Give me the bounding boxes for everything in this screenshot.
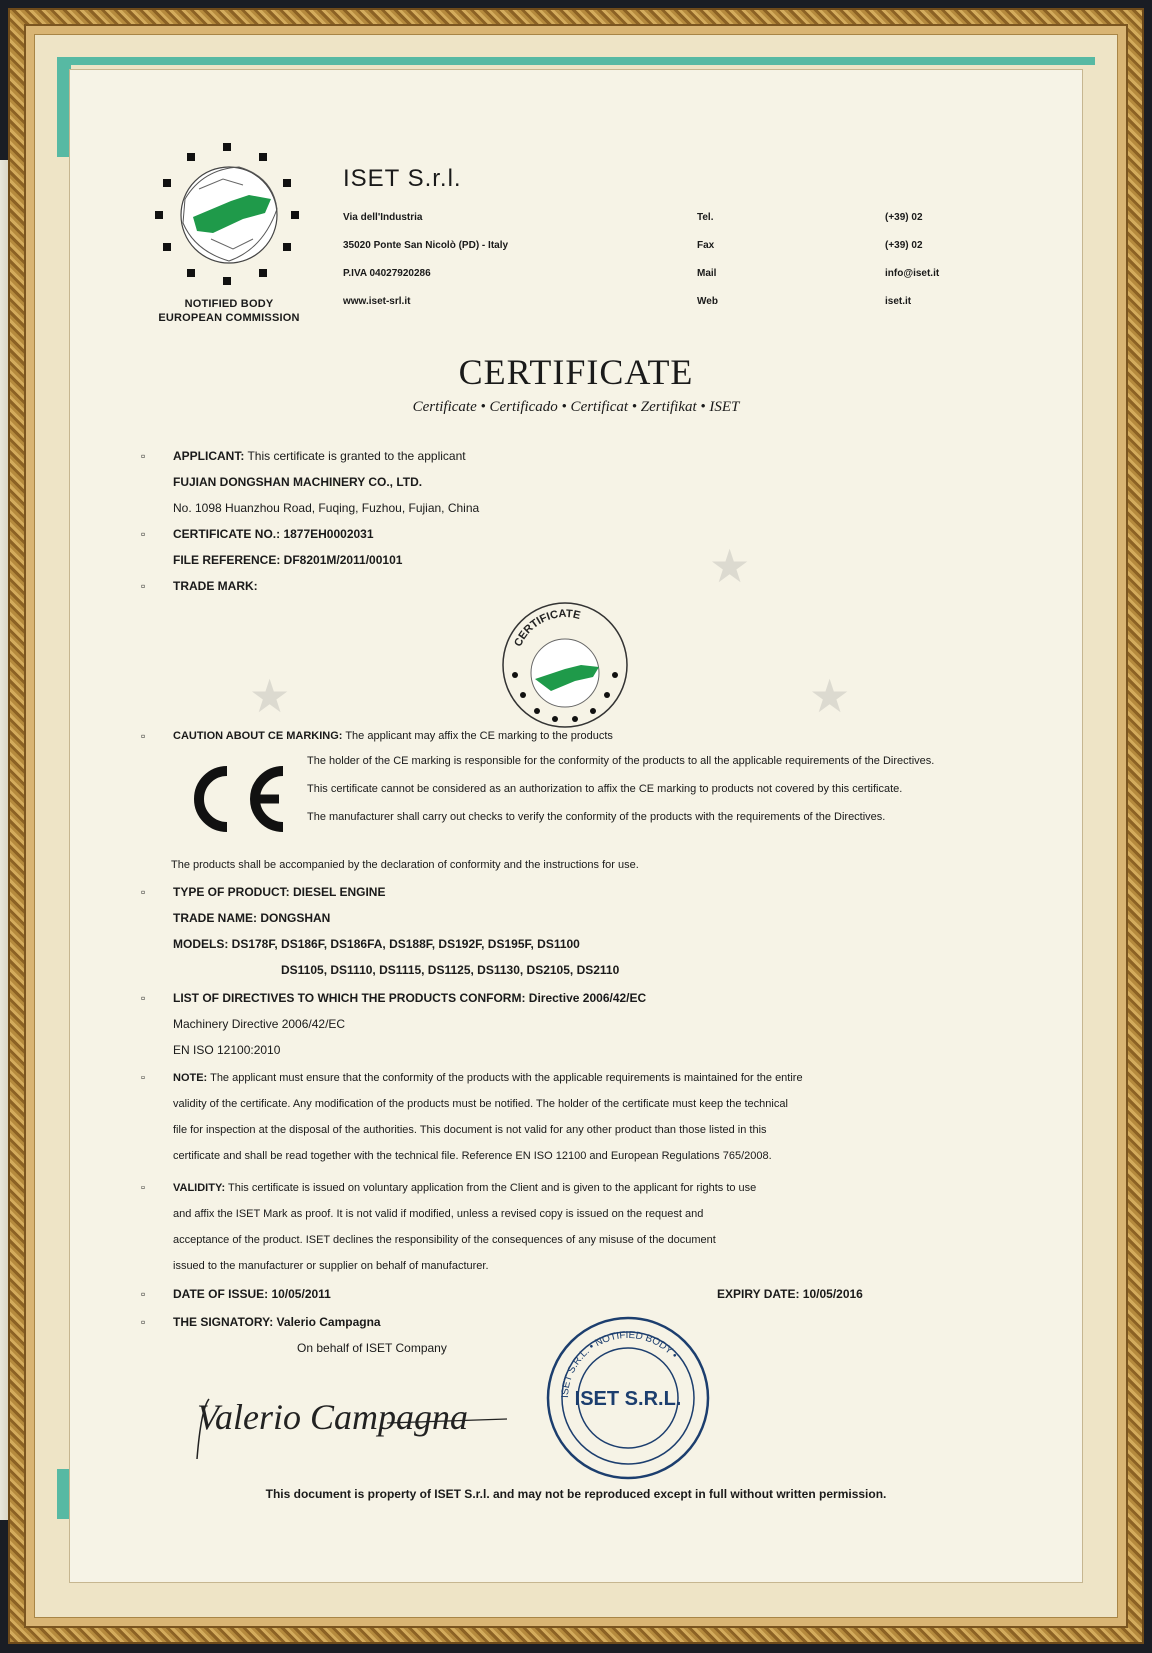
contact-grid	[343, 211, 983, 323]
bullet-marker: ▫	[141, 449, 146, 463]
validity-section	[141, 1175, 1035, 1279]
contact-row	[343, 239, 983, 267]
contact-label: Tel.	[697, 212, 714, 223]
trade-name: TRADE NAME: DONGSHAN	[173, 911, 331, 925]
applicant-address: No. 1098 Huanzhou Road, Fuqing, Fuzhou, Fujian, China	[173, 501, 480, 515]
contact-address: P.IVA 04027920286	[343, 268, 431, 279]
contact-value: (+39) 02	[885, 240, 923, 251]
bullet-marker: ▫	[141, 1287, 146, 1301]
contact-label: Fax	[697, 240, 715, 251]
stamp-center-text: ISET S.R.L.	[574, 1388, 682, 1410]
logo-caption	[139, 297, 319, 325]
seal-ring-text: CERTIFICATE	[512, 607, 582, 649]
caution-line: The holder of the CE marking is responsible for the conformity of the products to all the applicable requirements of the Directives.	[307, 755, 935, 767]
applied-standard: EN ISO 12100:2010	[173, 1043, 281, 1057]
contact-label: Web	[697, 296, 718, 307]
issue-date: DATE OF ISSUE: 10/05/2011	[173, 1287, 331, 1301]
certificate-number: CERTIFICATE NO.: 1877EH0002031	[173, 527, 374, 541]
machinery-directive: Machinery Directive 2006/42/EC	[173, 1017, 346, 1031]
contact-address: www.iset-srl.it	[343, 296, 411, 307]
bullet-marker: ▫	[141, 729, 146, 743]
file-reference: FILE REFERENCE: DF8201M/2011/00101	[173, 553, 403, 567]
caution-last-line: The products shall be accompanied by the declaration of conformity and the instructions for use.	[171, 859, 639, 871]
note-label: NOTE:	[173, 1072, 208, 1084]
bullet-marker: ▫	[141, 1315, 146, 1329]
applicant-label: APPLICANT:	[173, 449, 245, 463]
directives-list: LIST OF DIRECTIVES TO WHICH THE PRODUCTS CONFORM: Directive 2006/42/EC	[173, 991, 647, 1005]
contact-address: 35020 Ponte San Nicolò (PD) - Italy	[343, 240, 509, 251]
note-line: validity of the certificate. Any modification of the products must be notified. The holder of the certificate must keep the technical	[173, 1098, 788, 1110]
handwritten-signature	[187, 1379, 517, 1469]
caution-section	[141, 723, 1035, 749]
caution-line: The manufacturer shall carry out checks to verify the conformity of the products with the requirements of the Directives.	[307, 811, 886, 823]
validity-label: VALIDITY:	[173, 1182, 226, 1194]
validity-line: This certificate is issued on voluntary application from the Client and is given to the applicant for rights to use	[228, 1182, 757, 1194]
note-line: certificate and shall be read together with the technical file. Reference EN ISO 12100 and European Regulations 765/2008.	[173, 1150, 772, 1162]
certificate-content	[69, 69, 1083, 1583]
trade-mark-label: TRADE MARK:	[173, 579, 258, 593]
stamp-ring-text: ISET S.R.L. • NOTIFIED BODY •	[559, 1329, 680, 1399]
models-list: MODELS: DS178F, DS186F, DS186FA, DS188F, DS192F, DS195F, DS1100	[173, 937, 580, 951]
logo-caption-line1: NOTIFIED BODY	[184, 298, 274, 310]
note-line: file for inspection at the disposal of the authorities. This document is not valid for any other product than those listed in this	[173, 1124, 767, 1136]
certificate-title: CERTIFICATE	[458, 352, 694, 392]
certificate-frame	[8, 8, 1144, 1644]
bullet-marker: ▫	[141, 991, 146, 1005]
note-section	[141, 1065, 1035, 1169]
dates-section	[141, 1281, 1035, 1307]
expiry-date: EXPIRY DATE: 10/05/2016	[717, 1287, 863, 1301]
contact-address: Via dell'Industria	[343, 212, 423, 223]
footer-disclaimer: This document is property of ISET S.r.l. and may not be reproduced except in full without written permission.	[265, 1487, 887, 1501]
iset-official-stamp	[543, 1313, 713, 1483]
bullet-marker: ▫	[141, 885, 146, 899]
frame-inner-border	[24, 24, 1128, 1628]
applicant-section	[141, 443, 1035, 521]
ce-mark-icon	[175, 749, 295, 849]
caution-lead: The applicant may affix the CE marking to the products	[345, 730, 613, 742]
bullet-marker: ▫	[141, 1072, 145, 1084]
contact-value: info@iset.it	[885, 268, 940, 279]
contact-row	[343, 211, 983, 239]
teal-stripe-top	[57, 57, 1095, 65]
contact-label: Mail	[697, 268, 717, 279]
signature-text: Valerio Campagna	[197, 1397, 469, 1437]
caution-text	[307, 747, 1039, 831]
validity-line: and affix the ISET Mark as proof. It is not valid if modified, unless a revised copy is issued on the request and	[173, 1208, 704, 1220]
caution-label: CAUTION ABOUT CE MARKING:	[173, 730, 343, 742]
validity-line: acceptance of the product. ISET declines the responsibility of the consequences of any misuse of the document	[173, 1234, 716, 1246]
signatory-name: THE SIGNATORY: Valerio Campagna	[173, 1315, 381, 1329]
directives-section	[141, 985, 1035, 1063]
contact-row	[343, 267, 983, 295]
star-watermark-icon: ★	[709, 540, 751, 592]
certificate-number-section	[141, 521, 1035, 573]
logo-caption-line2: EUROPEAN COMMISSION	[158, 312, 300, 324]
contact-value: iset.it	[885, 296, 912, 307]
center-certificate-seal	[495, 595, 635, 735]
contact-value: (+39) 02	[885, 212, 923, 223]
product-section	[141, 879, 1035, 983]
certificate-subtitle: Certificate • Certificado • Certificat • Zertifikat • ISET	[412, 399, 740, 415]
bullet-marker: ▫	[141, 527, 146, 541]
note-line: The applicant must ensure that the conformity of the products with the applicable requirements is maintained for the entire	[210, 1072, 803, 1084]
signatory-title: On behalf of ISET Company	[297, 1341, 447, 1355]
star-watermark-icon: ★	[249, 670, 291, 722]
issuer-company-name: ISET S.r.l.	[343, 165, 462, 192]
validity-line: issued to the manufacturer or supplier on behalf of manufacturer.	[173, 1260, 489, 1272]
frame-mat	[34, 34, 1118, 1618]
star-watermark-icon: ★	[809, 670, 851, 722]
certificate-paper	[69, 69, 1083, 1583]
bullet-marker: ▫	[141, 579, 146, 593]
applicant-intro: This certificate is granted to the applicant	[247, 449, 466, 463]
bullet-marker: ▫	[141, 1182, 145, 1194]
product-type: TYPE OF PRODUCT: DIESEL ENGINE	[173, 885, 386, 899]
models-list-continued: DS1105, DS1110, DS1115, DS1125, DS1130, DS2105, DS2110	[281, 963, 620, 977]
contact-row	[343, 295, 983, 323]
caution-line: This certificate cannot be considered as an authorization to affix the CE marking to products not covered by this certificate.	[307, 783, 903, 795]
applicant-name: FUJIAN DONGSHAN MACHINERY CO., LTD.	[173, 475, 423, 489]
iset-globe-logo	[153, 139, 303, 289]
